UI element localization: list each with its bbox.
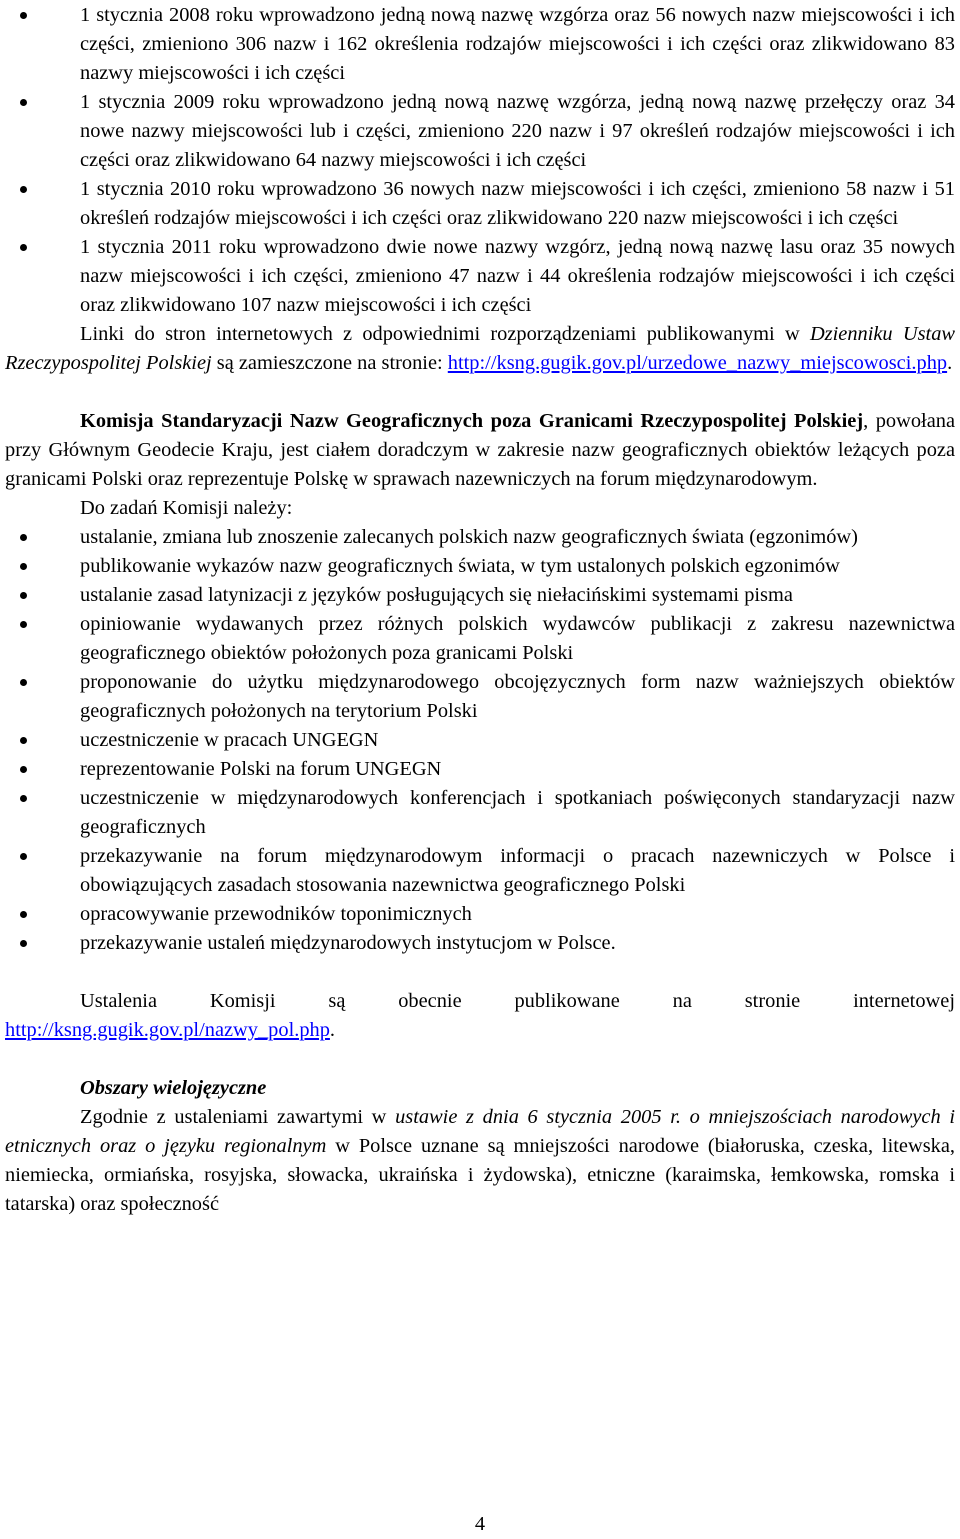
list-item: opracowywanie przewodników toponimicznych [5, 900, 955, 929]
list-item: reprezentowanie Polski na forum UNGEGN [5, 755, 955, 784]
spacer [5, 1045, 955, 1074]
list-item: 1 stycznia 2009 roku wprowadzono jedną nową nazwę wzgórza, jedną nową nazwę przełęczy oraz 34 nowe nazwy miejscowości lub i części, zmieniono 220 nazw i 97 określeń rodzajów miejscowości i ich części oraz zlikwidowano 64 nazwy miejscowości i ich części [5, 88, 955, 175]
page-number: 4 [474, 1513, 486, 1535]
tasks-intro: Do zadań Komisji należy: [80, 497, 293, 519]
list-item: 1 stycznia 2010 roku wprowadzono 36 nowych nazw miejscowości i ich części, zmieniono 58 nazw i 51 określeń rodzajów miejscowości i ich części oraz zlikwidowano 220 nazw miejscowości i ich części [5, 175, 955, 233]
section-heading: Obszary wielojęzyczne [80, 1077, 267, 1099]
obszary-paragraph: Zgodnie z ustaleniami zawartymi w ustawie z dnia 6 stycznia 2005 r. o mniejszościach narodowych i etnicznych oraz o języku regionalnym w Polsce uznane są mniejszości narodowe (białoruska, czeska, litewska, niemiecka, ormiańska, rosyjska, słowacka, ukraińska i żydowska), etniczne (karaimska, łemkowska, romska i tatarska) oraz społeczność [5, 1106, 955, 1215]
list-item: 1 stycznia 2011 roku wprowadzono dwie nowe nazwy wzgórz, jedną nową nazwę lasu oraz 35 nowych nazw miejscowości i ich części, zmieniono 47 nazw i 44 określenia rodzajów miejscowości i ich części oraz zlikwidowano 107 nazw miejscowości i ich części [5, 233, 955, 320]
tasks-list [5, 523, 955, 958]
journal-title: Dzienniku Ustaw Rzeczypospolitej Polskiej [5, 323, 955, 374]
list-item: publikowanie wykazów nazw geograficznych świata, w tym ustalonych polskich egzonimów [5, 552, 955, 581]
komisja-paragraph: Komisja Standaryzacji Nazw Geograficznych poza Granicami Rzeczypospolitej Polskiej, powołana przy Głównym Geodecie Kraju, jest ciałem doradczym w zakresie nazw geograficznych obiektów leżących poza granicami Polski oraz reprezentuje Polskę w sprawach nazewniczych na forum międzynarodowym. [5, 410, 956, 490]
list-item: ustalanie, zmiana lub znoszenie zalecanych polskich nazw geograficznych świata (egzonimów) [5, 523, 955, 552]
names-regulation-link[interactable]: http://ksng.gugik.gov.pl/urzedowe_nazwy_miejscowosci.php [447, 352, 948, 374]
changes-list [5, 1, 955, 320]
list-item: ustalanie zasad latynizacji z języków posługujących się niełacińskimi systemami pisma [5, 581, 955, 610]
spacer [5, 378, 955, 407]
polish-names-link[interactable]: http://ksng.gugik.gov.pl/nazwy_pol.php [5, 1019, 330, 1041]
list-item: przekazywanie na forum międzynarodowym informacji o pracach nazewniczych w Polsce i obowiązujących zasadach stosowania nazewnictwa geograficznego Polski [5, 842, 955, 900]
list-item: uczestniczenie w międzynarodowych konferencjach i spotkaniach poświęconych standaryzacji nazw geograficznych [5, 784, 955, 842]
list-item: 1 stycznia 2008 roku wprowadzono jedną nową nazwę wzgórza oraz 56 nowych nazw miejscowości i ich części, zmieniono 306 nazw i 162 określenia rodzajów miejscowości i ich części oraz zlikwidowano 83 nazwy miejscowości i ich części [5, 1, 955, 88]
list-item: przekazywanie ustaleń międzynarodowych instytucjom w Polsce. [5, 929, 955, 958]
ustalenia-paragraph: Ustalenia Komisji są obecnie publikowane na stronie internetowej http://ksng.gugik.gov.pl/nazwy_pol.php. [5, 990, 955, 1041]
links-paragraph: Linki do stron internetowych z odpowiednimi rozporządzeniami publikowanymi w Dzienniku Ustaw Rzeczypospolitej Polskiej są zamieszczone na stronie: http://ksng.gugik.gov.pl/urzedowe_nazwy_miejscowosci.php. [5, 323, 955, 374]
spacer [5, 958, 955, 987]
commission-name: Komisja Standaryzacji Nazw Geograficznych poza Granicami Rzeczypospolitej Polskiej [80, 410, 864, 432]
list-item: uczestniczenie w pracach UNGEGN [5, 726, 955, 755]
list-item: opiniowanie wydawanych przez różnych polskich wydawców publikacji z zakresu nazewnictwa geograficznego obiektów położonych poza granicami Polski [5, 610, 955, 668]
list-item: proponowanie do użytku międzynarodowego obcojęzycznych form nazw ważniejszych obiektów geograficznych położonych na terytorium Polski [5, 668, 955, 726]
page-content [5, 1, 955, 1219]
